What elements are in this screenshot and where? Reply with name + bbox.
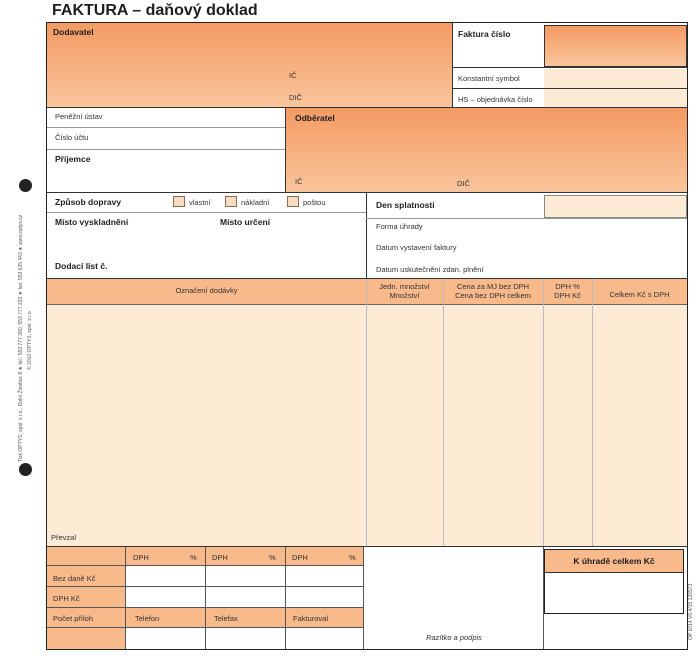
column-unit — [366, 282, 443, 300]
customer-block — [286, 108, 687, 192]
destination-label: Místo určení — [220, 217, 271, 227]
pct-label-3: % — [349, 553, 356, 562]
divider — [545, 572, 683, 573]
option-post-label: poštou — [303, 198, 326, 207]
checkbox-post-transport[interactable] — [287, 196, 299, 207]
column-unit-line2: Množství — [389, 291, 420, 300]
dph-label-1: DPH — [133, 553, 149, 562]
column-line — [592, 279, 593, 546]
supplier-dic-label: DIČ — [289, 93, 302, 102]
page-title: FAKTURA – daňový doklad — [52, 2, 258, 19]
divider — [452, 23, 453, 107]
option-freight-label: nákladní — [241, 198, 270, 207]
invoiced-by-label: Fakturoval — [293, 614, 329, 623]
stamp-label: Razítko a podpis — [426, 633, 482, 642]
payment-form-label: Forma úhrady — [376, 222, 423, 231]
publisher-note: Tisk OPTYS, spol. s r.o., Dolní Životice 8 ★ tel.: 553 777 380, 553 777 333 ★ fax: 553 625 443 ★ www.optys.cz — [18, 214, 24, 462]
order-number-field[interactable] — [544, 89, 687, 107]
column-total: Celkem Kč s DPH — [609, 290, 670, 299]
constant-symbol-field[interactable] — [544, 69, 687, 88]
column-vat-line2: DPH Kč — [554, 291, 581, 300]
account-label: Číslo účtu — [55, 133, 89, 142]
vat-amount-label: DPH Kč — [53, 594, 80, 603]
summary-header-block — [125, 547, 363, 565]
column-price-line2: Cena bez DPH celkem — [455, 291, 531, 300]
constant-symbol-label: Konstantní symbol — [458, 74, 520, 83]
fax-label: Telefax — [214, 614, 238, 623]
items-area[interactable] — [47, 304, 687, 546]
divider — [47, 304, 687, 305]
due-date-label: Den splatnosti — [376, 200, 435, 210]
column-price — [443, 282, 543, 300]
customer-label: Odběratel — [295, 113, 335, 123]
binder-hole — [19, 179, 32, 192]
divider — [366, 218, 687, 219]
form-code: OP 1014 V0.4/15 126573 — [688, 583, 694, 640]
total-due-label: K úhradě celkem Kč — [573, 556, 655, 566]
column-price-line1: Cena za MJ bez DPH — [456, 282, 530, 291]
grid-line — [205, 547, 206, 649]
warehouse-label: Místo vyskladnění — [55, 217, 129, 227]
phone-label: Telefon — [135, 614, 160, 623]
invoice-number-field[interactable] — [544, 25, 687, 67]
option-own-label: vlastní — [189, 198, 211, 207]
due-date-field[interactable] — [544, 195, 687, 218]
received-by-label: Převzal — [51, 533, 77, 542]
checkbox-own-transport[interactable] — [173, 196, 185, 207]
column-vat — [543, 282, 592, 300]
transport-label: Způsob dopravy — [55, 197, 122, 207]
column-line — [443, 279, 444, 546]
column-line — [366, 279, 367, 546]
grid-line — [285, 547, 286, 649]
supplier-ic-label: IČ — [289, 71, 297, 80]
divider — [47, 212, 366, 213]
divider — [452, 67, 687, 68]
dph-label-3: DPH — [292, 553, 308, 562]
recipient-label: Příjemce — [55, 154, 91, 164]
divider — [47, 192, 687, 193]
checkbox-freight-transport[interactable] — [225, 196, 237, 207]
net-amount-label: Bez daně Kč — [53, 574, 96, 583]
order-number-label: HS – objednávka číslo — [458, 95, 533, 104]
invoice-number-label[interactable]: Faktura číslo — [458, 29, 511, 39]
pct-label-1: % — [190, 553, 197, 562]
copyright-note: © 2012 OPTYS, spol. s r.o. — [27, 309, 33, 370]
grid-line — [125, 547, 126, 649]
supplier-label: Dodavatel — [53, 27, 94, 37]
issue-date-label: Datum vystavení faktury — [376, 243, 457, 252]
delivery-note-label: Dodací list č. — [55, 261, 108, 271]
column-vat-line1: DPH % — [555, 282, 580, 291]
customer-ic-label: IČ — [295, 177, 303, 186]
bank-label: Peněžní ústav — [55, 112, 103, 121]
column-unit-line1: Jedn. množství — [379, 282, 430, 291]
binder-hole — [19, 463, 32, 476]
invoice-form — [46, 22, 688, 650]
column-item: Označení dodávky — [175, 286, 238, 295]
dph-label-2: DPH — [212, 553, 228, 562]
pct-label-2: % — [269, 553, 276, 562]
taxable-date-label: Datum uskutečnění zdan. plnění — [376, 265, 484, 274]
divider — [47, 149, 285, 150]
attachments-label: Počet příloh — [53, 614, 94, 623]
customer-dic-label: DIČ — [457, 179, 470, 188]
divider — [366, 192, 367, 278]
divider — [47, 127, 285, 128]
column-line — [543, 279, 544, 546]
supplier-block — [47, 23, 452, 107]
